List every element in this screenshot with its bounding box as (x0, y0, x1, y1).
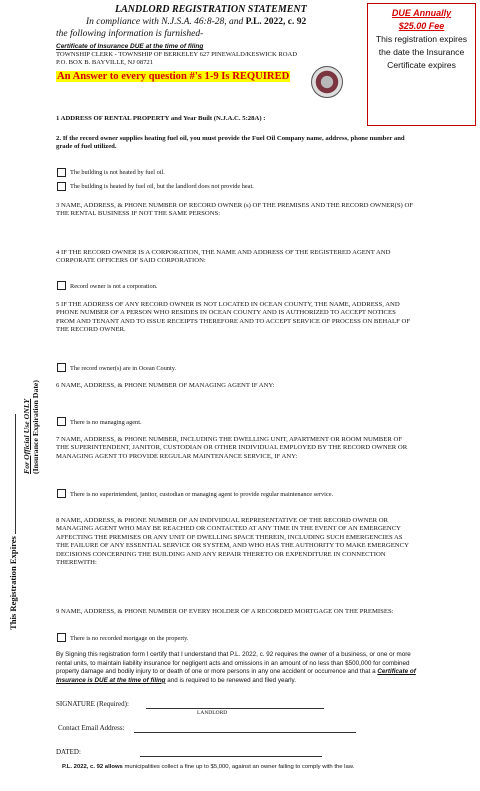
checkbox-ocean-county[interactable] (57, 363, 66, 372)
due-annually-label: DUE Annually (391, 8, 452, 18)
dated-label: DATED: (56, 748, 81, 756)
document-title: LANDLORD REGISTRATION STATEMENT (115, 4, 307, 15)
required-notice: An Answer to every question #'s 1-9 Is REQUIRED (57, 71, 290, 82)
checkbox-no-mortgage[interactable] (57, 633, 66, 642)
question-2: 2. If the record owner supplies heating fuel oil, you must provide the Fuel Oil Company name, address, phone number and grade of fuel utilized. (56, 135, 405, 151)
question-8: 8 NAME, ADDRESS, & PHONE NUMBER OF AN INDIVIDUAL REPRESENTATIVE OF THE RECORD OWNER OR MANAGING AGENT WHO MAY BE REACHED OR CONTACTED AT ANY TIME IN THE EVENT OF AN EMERGENCY AFFECTING THE PREMISES OR ANY UNIT OF DWELLING SPACE THEREIN, INCLUDING SUCH EMERGENCIES AS THE FAILURE OF ANY ESSENTIAL SERVICE OR SYSTEM, AND WHO HAS THE AUTHORITY TO MAKE EMERGENCY DECISIONS CONCERNING THE BUILDING AND ANY REPAIR THERETO OR EXPENDITURE IN CONNECTION THEREWITH: (56, 517, 409, 567)
fee-label: $25.00 Fee (398, 21, 445, 31)
option-not-heated: The building is not heated by fuel oil. (70, 169, 165, 176)
sidebar-official-use (22, 380, 40, 474)
signature-line[interactable] (146, 708, 324, 709)
compliance-law: P.L. 2022, c. 92 (245, 17, 307, 27)
due-annually-box (367, 3, 476, 126)
expiration-line[interactable] (15, 414, 16, 534)
question-3: 3 NAME, ADDRESS, & PHONE NUMBER OF RECORD OWNER (s) OF THE PREMISES AND THE RECORD OWNER(S) OF THE RENTAL BUSINESS IF NOT THE SAME PERSONS: (56, 202, 414, 218)
checkbox-no-managing-agent[interactable] (57, 417, 66, 426)
option-not-corporation: Record owner is not a corporation. (70, 283, 158, 290)
signature-label: SIGNATURE (Required): (56, 700, 129, 708)
question-4: 4 IF THE RECORD OWNER IS A CORPORATION, THE NAME AND ADDRESS OF THE REGISTERED AGENT AND CORPORATE OFFICERS OF SAID CORPORATION: (56, 249, 391, 265)
question-5: 5 IF THE ADDRESS OF ANY RECORD OWNER IS NOT LOCATED IN OCEAN COUNTY, THE NAME, ADDRESS, AND PHONE NUMBER OF A PERSON WHO RESIDES IN OCEAN COUNTY AND IS AUTHORIZED TO ACCEPT NOTICES FROM AND TENANT AND TO ISSUE RECEIPTS THEREFORE AND TO ACCEPT SERVICE OF PROCESS ON BEHALF OF THE RECORD OWNER. (56, 301, 411, 334)
footer-text: municipalities collect a fine up to $5,000, against an owner failing to comply with the law. (122, 764, 355, 770)
certification-text-b: and is required to be renewed and filed yearly. (165, 676, 296, 684)
checkbox-not-heated[interactable] (57, 168, 66, 177)
date-line[interactable] (140, 756, 322, 757)
sidebar-registration-expires (8, 160, 18, 630)
option-no-managing-agent: There is no managing agent. (70, 419, 142, 426)
checkbox-no-superintendent[interactable] (57, 489, 66, 498)
certificate-due-line: Certificate of Insurance DUE at the time of filing (56, 43, 204, 50)
question-7: 7 NAME, ADDRESS, & PHONE NUMBER, INCLUDING THE DWELLING UNIT, APARTMENT OR ROOM NUMBER OF THE SUPERINTENDENT, JANITOR, CUSTODIAN OR OTHER INDIVIDUAL EMPLOYED BY THE RECORD OWNER OR MANAGING AGENT TO PROVIDE REGULAR MAINTENANCE SERVICE, IF ANY: (56, 436, 408, 460)
email-line[interactable] (134, 732, 356, 733)
footer-penalty-note (62, 764, 354, 770)
address-line-2: P.O. BOX B. BAYVILLE, NJ 08721 (56, 59, 154, 67)
question-9: 9 NAME, ADDRESS, & PHONE NUMBER OF EVERY HOLDER OF A RECORDED MORTGAGE ON THE PREMISES: (56, 608, 394, 615)
option-no-superintendent: There is no superintendent, janitor, custodian or managing agent to provide regular maintenance service. (70, 491, 334, 498)
option-no-mortgage: There is no recorded mortgage on the property. (70, 635, 189, 642)
checkbox-not-corporation[interactable] (57, 281, 66, 290)
checkbox-heated-no-heat[interactable] (57, 182, 66, 191)
footer-law: P.L. 2022, c. 92 allows (62, 764, 123, 770)
certification-text-a: By Signing this registration form I certify that I understand that P.L. 2022, c. 92 requires the owner of a business, or one or more rental units, to maintain liability insurance for negligent acts and omissions in an amount of no less than $500,000 for combined property damage and bodily injury to or death of one or more persons in any one accident or occurrence and that a (56, 651, 411, 676)
clerk-address (56, 51, 366, 68)
insurance-expiration-label: (Insurance Expiration Date) (31, 380, 40, 474)
official-use-label: For Official Use ONLY (22, 398, 31, 474)
address-line-1: TOWNSHIP CLERK - TOWNSHIP OF BERKELEY 627 PINEWALD/KESWICK ROAD (56, 51, 298, 58)
compliance-line (86, 17, 306, 27)
landlord-label: LANDLORD (197, 710, 228, 716)
certification-statement (56, 651, 422, 685)
expiration-note: This registration expires the date the Insurance Certificate expires (375, 34, 468, 70)
township-seal-icon (311, 66, 343, 98)
option-ocean-county: The record owner(s) are in Ocean County. (70, 365, 177, 372)
registration-expires-label: This Registration Expires (8, 536, 18, 630)
question-6: 6 NAME, ADDRESS, & PHONE NUMBER OF MANAGING AGENT IF ANY: (56, 382, 275, 389)
option-heated-no-heat: The building is heated by fuel oil, but the landlord does not provide heat. (70, 183, 254, 190)
email-label: Contact Email Address: (58, 724, 125, 732)
furnished-line: the following information is furnished- (56, 29, 204, 39)
question-1: 1 ADDRESS OF RENTAL PROPERTY and Year Built (N.J.A.C. 5:28A) : (56, 115, 266, 122)
certification-certificate-due: Certificate of Insurance is DUE at the time of filing (56, 668, 416, 684)
compliance-prefix: In compliance with N.J.S.A. 46:8-28, and (86, 17, 246, 27)
